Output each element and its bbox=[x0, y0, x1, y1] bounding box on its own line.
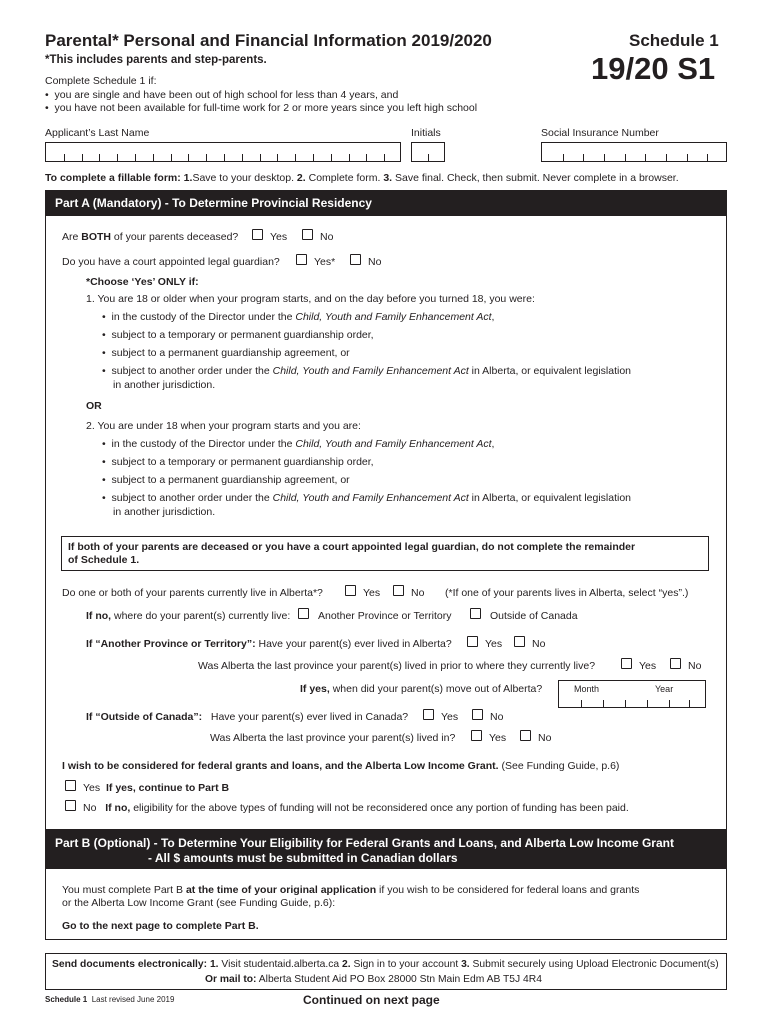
option-note-text: eligibility for the above types of funding will not be reconsidered once any portion of funding has been paid. bbox=[130, 802, 629, 814]
q-ever-lived-alberta bbox=[86, 638, 452, 651]
char-divider bbox=[707, 154, 708, 161]
q-text: Are bbox=[62, 231, 82, 243]
month-label: Month bbox=[574, 684, 600, 694]
p-text: You must complete Part B bbox=[62, 884, 186, 896]
part-b-paragraph-line2: or the Alberta Low Income Grant (see Funding Guide, p.6): bbox=[62, 897, 336, 909]
q-bold: BOTH bbox=[81, 231, 112, 243]
sin-field[interactable] bbox=[541, 142, 727, 162]
q-text: Have your parent(s) ever lived in Alberta? bbox=[255, 638, 452, 650]
part-b-heading-line-1: Part B (Optional) - To Determine Your Eligibility for Federal Grants and Loans, and Alberta Low Income Grant bbox=[55, 836, 674, 850]
notice-line-2: of Schedule 1. bbox=[68, 554, 140, 566]
option-label: No bbox=[368, 256, 382, 268]
item-text: , bbox=[491, 438, 495, 450]
char-divider bbox=[666, 154, 667, 161]
schedule-label: Schedule 1 bbox=[629, 31, 719, 50]
q-parents-deceased bbox=[62, 231, 238, 244]
act-name: Child, Youth and Family Enhancement Act bbox=[295, 311, 492, 323]
step-number: 2. bbox=[342, 959, 351, 970]
q-text: of your parents deceased? bbox=[111, 231, 239, 243]
char-divider bbox=[135, 154, 136, 161]
char-divider bbox=[242, 154, 243, 161]
char-divider bbox=[206, 154, 207, 161]
step-text: Submit securely using Upload Electronic Document(s) bbox=[469, 959, 719, 970]
option-label: Yes bbox=[363, 587, 381, 599]
cond1-order: • subject to a temporary or permanent guardianship order, bbox=[102, 329, 374, 341]
char-divider bbox=[349, 154, 350, 161]
option-label: Yes bbox=[270, 231, 288, 243]
funding-no-option bbox=[83, 802, 629, 815]
move-out-date-field[interactable] bbox=[558, 680, 706, 708]
q-text: Have your parent(s) ever lived in Canada? bbox=[210, 711, 409, 723]
q-bold: If yes, bbox=[300, 683, 330, 695]
another-province-checkbox[interactable] bbox=[298, 608, 309, 619]
ever-alberta-yes-checkbox[interactable] bbox=[467, 636, 478, 647]
q-move-out-date bbox=[300, 683, 542, 696]
char-divider bbox=[604, 154, 605, 161]
cond2-other: • subject to another order under the Child, Youth and Family Enhancement Act in Alberta, or equivalent legislation bbox=[102, 492, 632, 504]
step-text: Sign in to your account bbox=[350, 959, 462, 970]
char-divider bbox=[384, 154, 385, 161]
cond1-custody: • in the custody of the Director under the Child, Youth and Family Enhancement Act, bbox=[102, 311, 495, 323]
option-label: Yes* bbox=[314, 256, 336, 268]
char-divider bbox=[82, 154, 83, 161]
q-text: when did your parent(s) move out of Alberta? bbox=[329, 683, 543, 695]
funding-consideration bbox=[62, 760, 619, 773]
char-divider bbox=[224, 154, 225, 161]
char-divider bbox=[331, 154, 332, 161]
alberta-yes-checkbox[interactable] bbox=[345, 585, 356, 596]
act-name: Child, Youth and Family Enhancement Act bbox=[272, 492, 469, 504]
funding-no-checkbox[interactable] bbox=[65, 800, 76, 811]
char-divider bbox=[366, 154, 367, 161]
act-name: Child, Youth and Family Enhancement Act bbox=[295, 438, 492, 450]
step-number: 1. bbox=[209, 959, 219, 970]
subtitle: *This includes parents and step-parents. bbox=[45, 54, 267, 66]
option-label: Yes bbox=[489, 732, 507, 744]
option-label: Yes bbox=[83, 782, 101, 794]
option-label: Outside of Canada bbox=[490, 610, 578, 622]
part-b-left-border bbox=[45, 869, 46, 940]
item-text: in Alberta, or equivalent legislation bbox=[468, 492, 632, 504]
continued-next-page: Continued on next page bbox=[303, 993, 440, 1007]
char-divider bbox=[295, 154, 296, 161]
char-divider bbox=[117, 154, 118, 161]
char-divider bbox=[64, 154, 65, 161]
item-text: subject to a permanent guardianship agreement, or bbox=[111, 347, 350, 359]
item-text: subject to a temporary or permanent guardianship order, bbox=[111, 456, 374, 468]
part-b-heading-line-2: - All $ amounts must be submitted in Canadian dollars bbox=[148, 851, 458, 865]
cond1-agreement: • subject to a permanent guardianship agreement, or bbox=[102, 347, 350, 359]
char-divider bbox=[277, 154, 278, 161]
option-label: Yes bbox=[485, 638, 503, 650]
step-number: 1. bbox=[183, 172, 193, 184]
send-electronically bbox=[52, 958, 719, 971]
cond2-other-line2: in another jurisdiction. bbox=[113, 506, 216, 518]
initials-field[interactable] bbox=[411, 142, 445, 162]
step-number: 3. bbox=[383, 172, 393, 184]
step-text: Complete form. bbox=[308, 172, 381, 184]
act-name: Child, Youth and Family Enhancement Act bbox=[272, 365, 469, 377]
option-label: No bbox=[411, 587, 425, 599]
item-text: in Alberta, or equivalent legislation bbox=[468, 365, 632, 377]
q-bold: I wish to be considered for federal grants and loans, and the Alberta Low Income Grant. bbox=[62, 760, 499, 772]
option-label: No bbox=[490, 711, 504, 723]
char-divider bbox=[687, 154, 688, 161]
ever-canada-no-checkbox[interactable] bbox=[472, 709, 483, 720]
option-label: No bbox=[688, 660, 702, 672]
part-b-right-border bbox=[726, 869, 727, 940]
char-divider bbox=[99, 154, 100, 161]
cond2-custody: • in the custody of the Director under the Child, Youth and Family Enhancement Act, bbox=[102, 438, 495, 450]
step-text: Save final. Check, then submit. Never complete in a browser. bbox=[395, 172, 679, 184]
q-bold: If no, bbox=[86, 610, 112, 622]
notice-box bbox=[61, 536, 709, 571]
form-code: 19/20 S1 bbox=[591, 51, 716, 86]
part-a-heading: Part A (Mandatory) - To Determine Provincial Residency bbox=[45, 190, 727, 216]
deceased-no-checkbox[interactable] bbox=[302, 229, 313, 240]
intro-bullet-2: • you have not been available for full-time work for 2 or more years since you left high school bbox=[45, 102, 478, 114]
p-text: if you wish to be considered for federal loans and grants bbox=[376, 884, 640, 896]
condition-2: 2. You are under 18 when your program starts and you are: bbox=[86, 420, 361, 432]
last-name-label: Applicant’s Last Name bbox=[45, 127, 150, 139]
part-b-bottom-border bbox=[45, 939, 727, 940]
item-text: in the custody of the Director under the bbox=[111, 438, 296, 450]
alberta-note: (*If one of your parents lives in Alberta, select “yes”.) bbox=[445, 587, 689, 599]
item-text: in the custody of the Director under the bbox=[111, 311, 296, 323]
option-note: If yes, continue to Part B bbox=[105, 782, 230, 794]
char-divider bbox=[188, 154, 189, 161]
sin-label: Social Insurance Number bbox=[541, 127, 659, 139]
part-a-left-border bbox=[45, 216, 46, 830]
funding-yes-checkbox[interactable] bbox=[65, 780, 76, 791]
or-separator: OR bbox=[86, 400, 102, 412]
send-lead: Send documents electronically: bbox=[52, 959, 208, 970]
q-parents-in-alberta: Do one or both of your parents currently live in Alberta*? bbox=[62, 587, 323, 599]
alberta-no-checkbox[interactable] bbox=[393, 585, 404, 596]
ever-canada-yes-checkbox[interactable] bbox=[423, 709, 434, 720]
notice-line-1: If both of your parents are deceased or you have a court appointed legal guardian, do not complete the remainder bbox=[68, 541, 636, 553]
step-text: Save to your desktop. bbox=[192, 172, 294, 184]
outside-canada-checkbox[interactable] bbox=[470, 608, 481, 619]
fillable-instructions bbox=[45, 172, 679, 185]
option-label: No bbox=[83, 802, 97, 814]
bullet-text: you have not been available for full-time work for 2 or more years since you left high school bbox=[54, 102, 478, 114]
q-bold: If “Outside of Canada”: bbox=[86, 711, 203, 723]
guardian-no-checkbox[interactable] bbox=[350, 254, 361, 265]
mail-address bbox=[205, 973, 542, 986]
item-text: subject to a permanent guardianship agreement, or bbox=[111, 474, 350, 486]
q-where-parents-live bbox=[86, 610, 290, 623]
instructions-lead: To complete a fillable form: bbox=[45, 172, 181, 184]
char-divider bbox=[260, 154, 261, 161]
year-label: Year bbox=[655, 684, 674, 694]
option-label: Another Province or Territory bbox=[318, 610, 452, 622]
cond1-other-line2: in another jurisdiction. bbox=[113, 379, 216, 391]
part-b-paragraph bbox=[62, 884, 639, 897]
option-label: No bbox=[532, 638, 546, 650]
revised-date: Last revised June 2019 bbox=[91, 995, 175, 1004]
char-divider bbox=[583, 154, 584, 161]
ever-alberta-no-checkbox[interactable] bbox=[514, 636, 525, 647]
step-number: 2. bbox=[296, 172, 306, 184]
mail-text: Alberta Student Aid PO Box 28000 Stn Main Edm AB T5J 4R4 bbox=[256, 974, 542, 985]
cond2-agreement: • subject to a permanent guardianship agreement, or bbox=[102, 474, 350, 486]
cond1-other: • subject to another order under the Child, Youth and Family Enhancement Act in Alberta, or equivalent legislation bbox=[102, 365, 632, 377]
last-province-yes-checkbox[interactable] bbox=[621, 658, 632, 669]
q-bold: If “Another Province or Territory”: bbox=[86, 638, 256, 650]
char-divider bbox=[645, 154, 646, 161]
part-a-right-border bbox=[726, 216, 727, 830]
part-b-heading bbox=[45, 829, 727, 869]
guardian-yes-checkbox[interactable] bbox=[296, 254, 307, 265]
outside-last-no-checkbox[interactable] bbox=[520, 730, 531, 741]
q-ever-lived-canada bbox=[86, 711, 408, 724]
option-label: Yes bbox=[441, 711, 459, 723]
intro-bullet-1: • you are single and have been out of high school for less than 4 years, and bbox=[45, 89, 399, 101]
cond2-order: • subject to a temporary or permanent guardianship order, bbox=[102, 456, 374, 468]
form-title: Parental* Personal and Financial Information 2019/2020 bbox=[45, 31, 492, 50]
q-last-province: Was Alberta the last province your parent(s) lived in prior to where they currently live? bbox=[198, 660, 596, 672]
item-text: subject to a temporary or permanent guardianship order, bbox=[111, 329, 374, 341]
goto-next-page: Go to the next page to complete Part B. bbox=[62, 920, 259, 932]
funding-yes-option bbox=[83, 782, 229, 795]
mail-lead: Or mail to: bbox=[205, 974, 257, 985]
item-text: subject to another order under the bbox=[111, 492, 273, 504]
revision-note bbox=[45, 995, 174, 1004]
deceased-yes-checkbox[interactable] bbox=[252, 229, 263, 240]
char-divider bbox=[625, 154, 626, 161]
choose-note: *Choose ‘Yes’ ONLY if: bbox=[86, 276, 199, 288]
char-divider bbox=[563, 154, 564, 161]
q-text: where do your parent(s) currently live: bbox=[111, 610, 291, 622]
schedule-name: Schedule 1 bbox=[45, 995, 88, 1004]
option-label: No bbox=[538, 732, 552, 744]
q-text: (See Funding Guide, p.6) bbox=[498, 760, 620, 772]
item-text: , bbox=[491, 311, 495, 323]
last-province-no-checkbox[interactable] bbox=[670, 658, 681, 669]
last-name-field[interactable] bbox=[45, 142, 401, 162]
initials-label: Initials bbox=[411, 127, 441, 139]
item-text: subject to another order under the bbox=[111, 365, 273, 377]
char-divider bbox=[313, 154, 314, 161]
option-note: If no, bbox=[105, 802, 131, 814]
option-label: No bbox=[320, 231, 334, 243]
step-number: 3. bbox=[461, 959, 470, 970]
char-divider bbox=[153, 154, 154, 161]
p-bold: at the time of your original application bbox=[185, 884, 377, 896]
q-legal-guardian: Do you have a court appointed legal guardian? bbox=[62, 256, 280, 268]
intro-text: Complete Schedule 1 if: bbox=[45, 75, 157, 87]
q-outside-last-province: Was Alberta the last province your parent(s) lived in? bbox=[210, 732, 456, 744]
bullet-text: you are single and have been out of high school for less than 4 years, and bbox=[54, 89, 399, 101]
step-text: Visit studentaid.alberta.ca bbox=[218, 959, 342, 970]
char-divider bbox=[171, 154, 172, 161]
outside-last-yes-checkbox[interactable] bbox=[471, 730, 482, 741]
option-label: Yes bbox=[639, 660, 657, 672]
condition-1: 1. You are 18 or older when your program starts, and on the day before you turned 18, you were: bbox=[86, 293, 535, 305]
